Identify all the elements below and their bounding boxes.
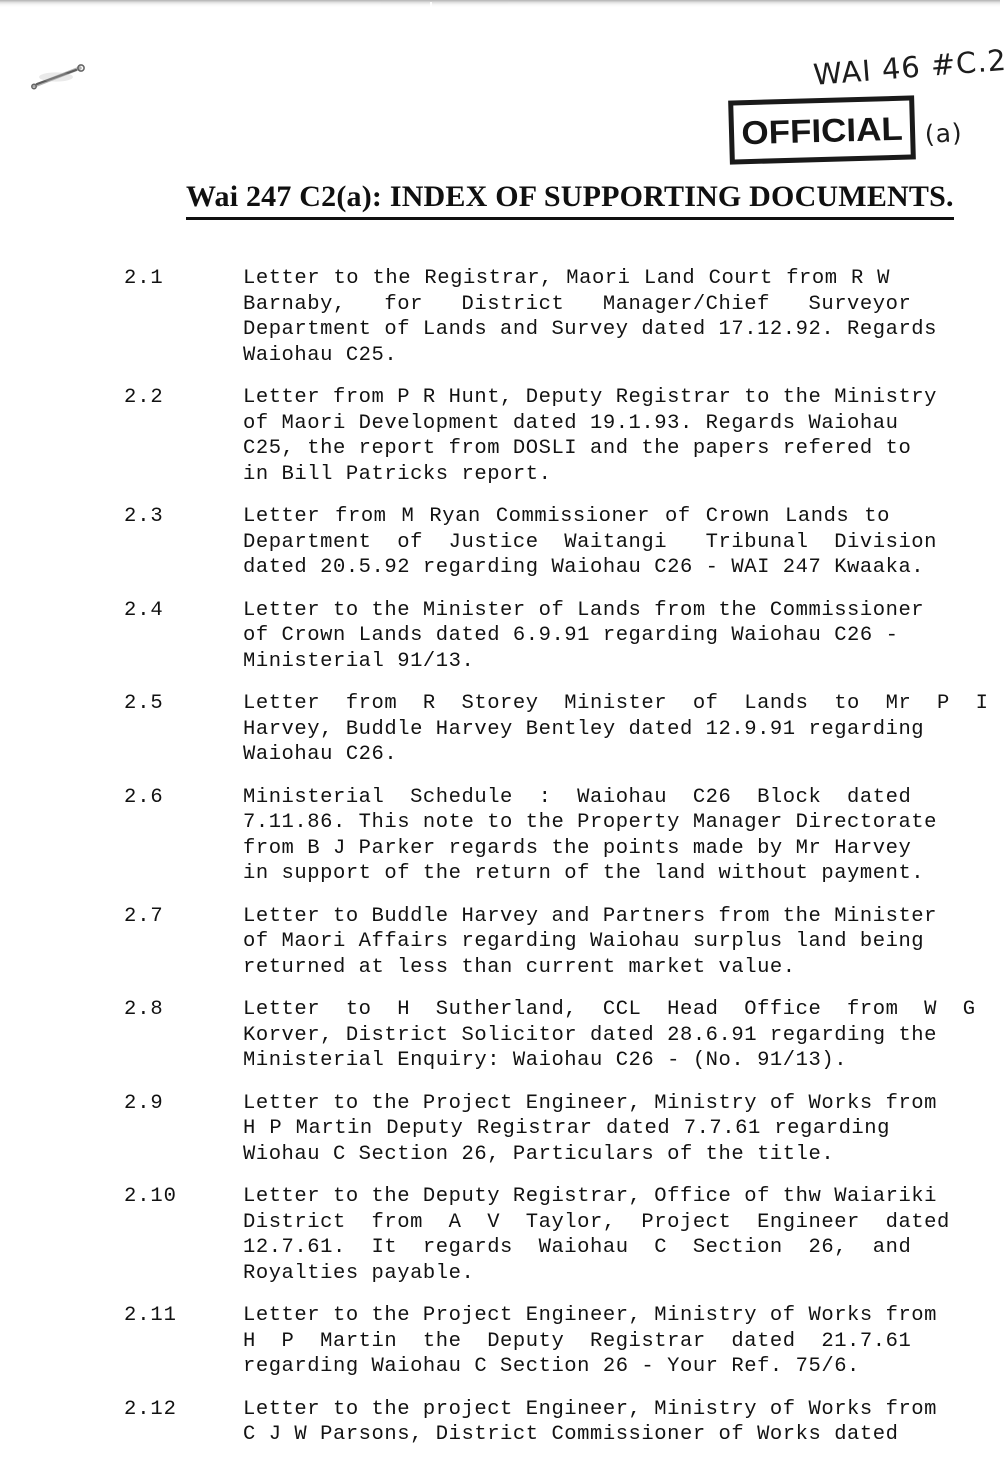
page-title: Wai 247 C2(a): INDEX OF SUPPORTING DOCUMENTS.: [186, 180, 954, 220]
entry-line: C J W Parsons, District Commissioner of Works dated: [243, 1423, 899, 1446]
entry-number: 2.2: [124, 386, 164, 409]
index-entry: [0, 904, 1000, 981]
entry-number: 2.11: [124, 1304, 177, 1327]
entry-description: [243, 1303, 938, 1380]
official-stamp-label: OFFICIAL: [740, 109, 904, 151]
entry-description: [243, 904, 938, 981]
entry-line: Royalties payable.: [243, 1261, 475, 1285]
entry-description: [243, 598, 925, 675]
entry-line: of Maori Development dated 19.1.93. Regards Waiohau: [243, 411, 899, 435]
entry-line: Korver, District Solicitor dated 28.6.91 regarding the: [243, 1023, 938, 1047]
index-list: [0, 266, 1000, 1465]
entry-description: [243, 1184, 950, 1286]
entry-line: Letter from M Ryan Commissioner of Crown Lands to: [243, 505, 890, 528]
entry-line: Waiohau C25.: [243, 343, 398, 367]
entry-description: [243, 997, 976, 1074]
entry-line: District from A V Taylor, Project Engineer dated: [243, 1210, 950, 1234]
entry-line: Letter to the project Engineer, Ministry of Works from: [243, 1397, 938, 1421]
entry-line: Letter to the Deputy Registrar, Office of thw Waiariki: [243, 1185, 938, 1208]
index-entry: [0, 997, 1000, 1074]
entry-line: 7.11.86. This note to the Property Manager Directorate: [243, 811, 938, 834]
entry-line: Department of Lands and Survey dated 17.12.92. Regards: [243, 318, 938, 341]
index-entry: [0, 266, 1000, 368]
entry-number: 2.12: [124, 1397, 177, 1421]
entry-line: Department of Justice Waitangi Tribunal Division: [243, 530, 938, 554]
entry-line: regarding Waiohau C Section 26 - Your Ref. 75/6.: [243, 1355, 860, 1378]
entry-description: [243, 266, 938, 368]
official-stamp: [728, 95, 916, 164]
entry-line: Harvey, Buddle Harvey Bentley dated 12.9.91 regarding: [243, 717, 925, 741]
index-entry: [0, 1303, 1000, 1380]
entry-line: Waiohau C26.: [243, 743, 398, 766]
entry-description: [243, 691, 989, 768]
entry-description: [243, 1091, 938, 1168]
entry-number: 2.5: [124, 692, 164, 715]
entry-line: Letter from P R Hunt, Deputy Registrar to the Ministry: [243, 386, 938, 409]
handwritten-reference: WAI 46 #C.2: [812, 42, 1008, 92]
index-entry: [0, 691, 1000, 768]
entry-line: Letter to H Sutherland, CCL Head Office from W G: [243, 998, 976, 1021]
entry-line: Letter to Buddle Harvey and Partners from the Minister: [243, 904, 938, 928]
entry-number: 2.7: [124, 904, 164, 928]
entry-line: from B J Parker regards the points made by Mr Harvey: [243, 836, 912, 860]
entry-line: Letter from R Storey Minister of Lands to Mr P I: [243, 692, 989, 715]
entry-description: [243, 1397, 938, 1448]
entry-line: dated 20.5.92 regarding Waiohau C26 - WAI 247 Kwaaka.: [243, 556, 925, 579]
entry-line: Letter to the Project Engineer, Ministry of Works from: [243, 1304, 938, 1327]
scan-edge-artifact: [0, 0, 1000, 7]
index-entry: [0, 598, 1000, 675]
entry-line: of Crown Lands dated 6.9.91 regarding Waiohau C26 -: [243, 624, 899, 647]
entry-line: Barnaby, for District Manager/Chief Surveyor: [243, 292, 912, 316]
entry-number: 2.3: [124, 505, 164, 528]
index-entry: [0, 504, 1000, 581]
entry-line: H P Martin the Deputy Registrar dated 21.7.61: [243, 1329, 912, 1353]
entry-number: 2.9: [124, 1091, 164, 1115]
entry-line: H P Martin Deputy Registrar dated 7.7.61 regarding: [243, 1117, 890, 1140]
handwritten-sub-reference: (a): [924, 118, 964, 149]
entry-number: 2.4: [124, 598, 164, 622]
entry-line: C25, the report from DOSLI and the papers refered to: [243, 437, 912, 460]
index-entry: [0, 1397, 1000, 1448]
entry-line: 12.7.61. It regards Waiohau C Section 26, and: [243, 1236, 912, 1259]
entry-line: Letter to the Registrar, Maori Land Court from R W: [243, 267, 890, 290]
entry-number: 2.6: [124, 785, 164, 809]
entry-line: Letter to the Project Engineer, Ministry of Works from: [243, 1091, 938, 1115]
entry-number: 2.10: [124, 1185, 177, 1208]
entry-number: 2.8: [124, 998, 164, 1021]
index-entry: [0, 785, 1000, 887]
entry-line: Letter to the Minister of Lands from the Commissioner: [243, 598, 925, 622]
entry-description: [243, 504, 938, 581]
entry-description: [243, 785, 938, 887]
entry-line: Ministerial Enquiry: Waiohau C26 - (No. 91/13).: [243, 1049, 848, 1072]
entry-line: Wiohau C Section 26, Particulars of the title.: [243, 1142, 835, 1166]
entry-description: [243, 385, 938, 487]
index-entry: [0, 1091, 1000, 1168]
entry-line: in Bill Patricks report.: [243, 462, 552, 486]
entry-number: 2.1: [124, 267, 164, 290]
index-entry: [0, 1184, 1000, 1286]
entry-line: Ministerial 91/13.: [243, 649, 475, 673]
entry-line: of Maori Affairs regarding Waiohau surplus land being: [243, 930, 925, 953]
entry-line: Ministerial Schedule : Waiohau C26 Block dated: [243, 785, 912, 809]
staple-shadow-artifact: [28, 62, 96, 90]
entry-line: in support of the return of the land without payment.: [243, 862, 925, 885]
entry-line: returned at less than current market value.: [243, 955, 796, 979]
index-entry: [0, 385, 1000, 487]
